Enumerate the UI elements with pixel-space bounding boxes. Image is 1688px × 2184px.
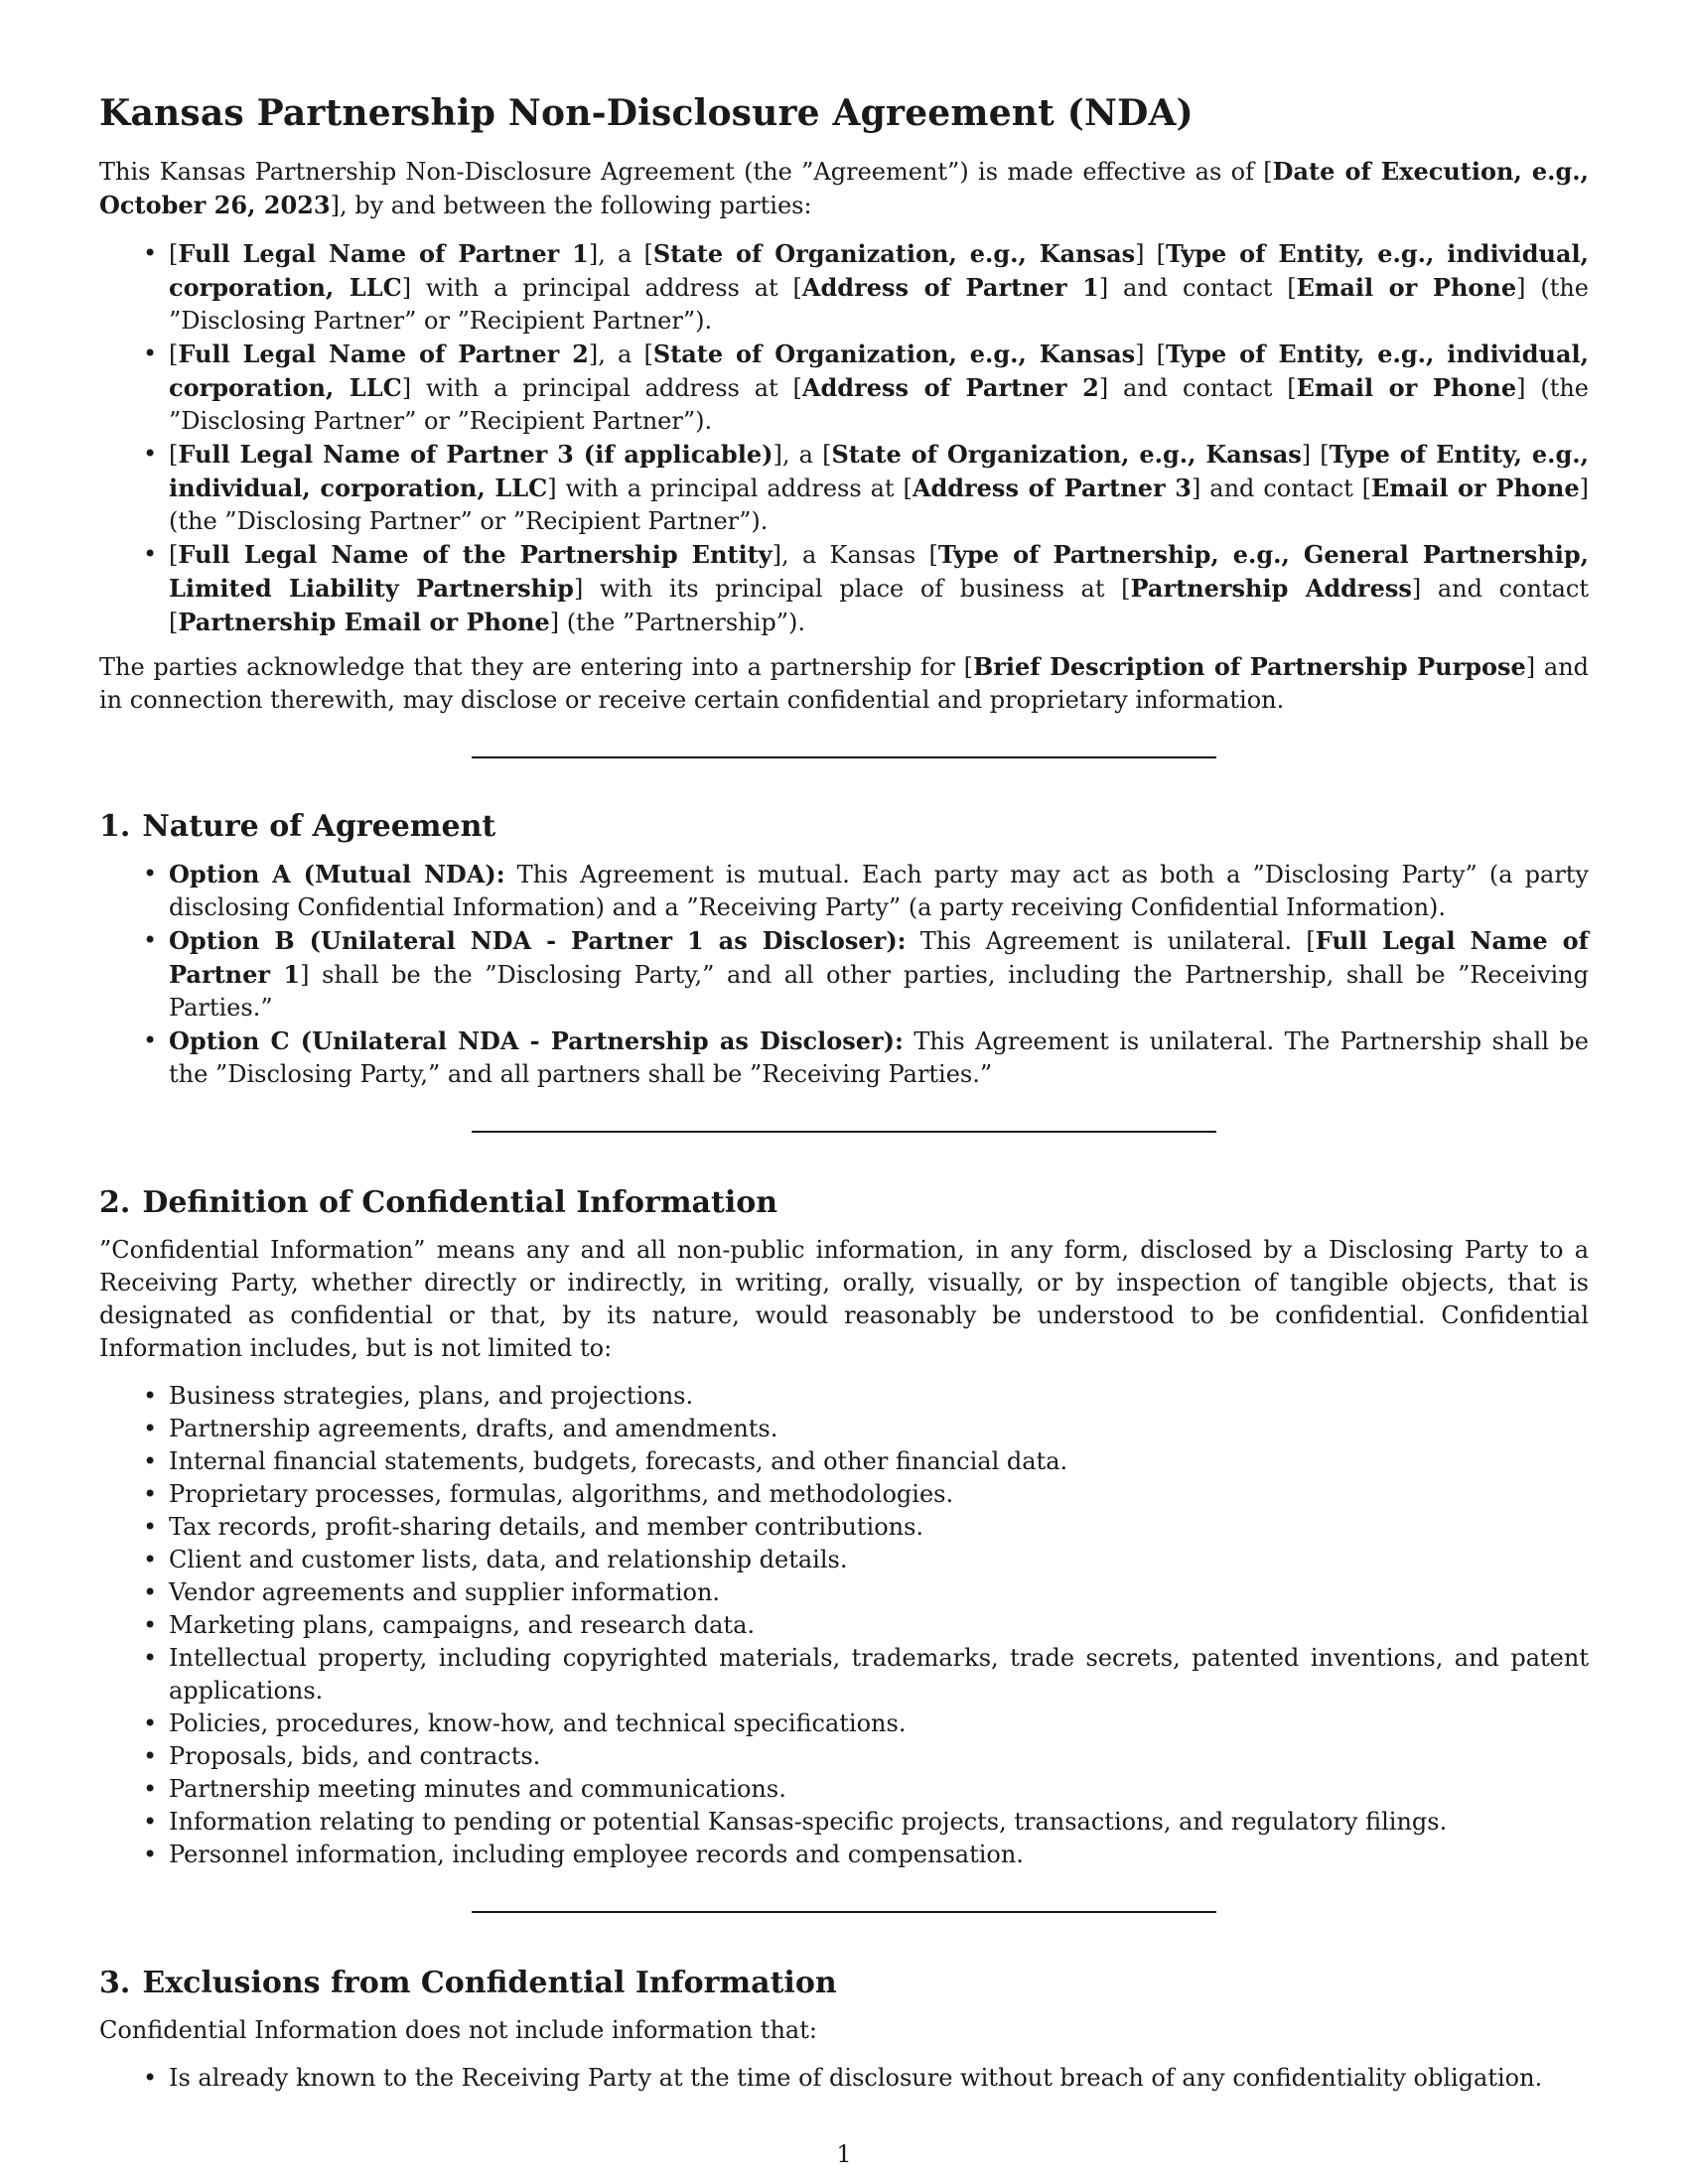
list-item: • Proprietary processes, formulas, algorithms, and methodologies. <box>99 1478 1589 1511</box>
option-label: Option C (Unilateral NDA - Partnership as Discloser): <box>169 1026 904 1055</box>
list-item: • Business strategies, plans, and projections. <box>99 1380 1589 1413</box>
connector: ] and contact [ <box>1098 374 1297 402</box>
party-entity: Type of Entity, e.g., individual, corporation, LLC <box>169 440 1589 502</box>
party-state: State of Organization, e.g., Kansas <box>831 440 1302 469</box>
party-contact: Email or Phone <box>1296 373 1517 402</box>
partnership-item: • [Full Legal Name of the Partnership Entity], a Kansas [Type of Partnership, e.g., General Partnership, Limited Liability Partnership] with its principal place of business at [Partnership Address] and contact [Partnership Email or Phone] (the ”Partnership”). <box>99 538 1589 639</box>
connector: ] with a principal address at [ <box>547 475 913 502</box>
list-item: • Is already known to the Receiving Party at the time of disclosure without breach of any confidentiality obligation. <box>99 2062 1589 2095</box>
list-item: • Information relating to pending or potential Kansas-specific projects, transactions, and regulatory filings. <box>99 1806 1589 1839</box>
option-item <box>99 1024 1589 1091</box>
section-heading <box>99 808 1589 846</box>
list-item: • Policies, procedures, know-how, and technical specifications. <box>99 1707 1589 1740</box>
list-item: • Vendor agreements and supplier information. <box>99 1576 1589 1609</box>
partnership-purpose-placeholder: Brief Description of Partnership Purpose <box>972 652 1526 681</box>
connector: ] and contact [ <box>1191 475 1371 502</box>
option-item <box>99 858 1589 924</box>
option-text: This Agreement is unilateral. [ <box>906 927 1316 955</box>
document-title: Kansas Partnership Non-Disclosure Agreement (NDA) <box>99 92 1194 134</box>
connector: ] <box>1516 374 1541 402</box>
intro-text-end: ], by and between the following parties: <box>330 192 812 219</box>
partnership-type: Type of Partnership, e.g., General Partnership, Limited Liability Partnership <box>169 540 1590 603</box>
party-role: (the ”Disclosing Partner” or ”Recipient Partner”). <box>169 274 1590 335</box>
connector: ], a Kansas [ <box>772 541 938 569</box>
options-list <box>99 858 1589 1091</box>
exclusions-list <box>99 2062 1589 2095</box>
section-number: 3. <box>99 1966 131 2000</box>
ack-text-start: The parties acknowledge that they are entering into a partnership for [ <box>99 653 973 681</box>
section-intro: Confidential Information does not include information that: <box>99 2016 817 2044</box>
acknowledgment-paragraph <box>99 650 1589 717</box>
connector: ] [ <box>1135 240 1167 268</box>
section-divider <box>472 1911 1216 1913</box>
party-name: Full Legal Name of Partner 1 <box>178 239 589 268</box>
connector: ] with its principal place of business at [ <box>573 575 1131 603</box>
confidential-items-list <box>99 1380 1589 1871</box>
connector: ], a [ <box>773 441 832 469</box>
section-definition <box>99 1184 1589 1871</box>
list-item: • Tax records, profit-sharing details, and member contributions. <box>99 1511 1589 1544</box>
party-address: Address of Partner 3 <box>912 474 1192 502</box>
section-divider <box>472 1131 1216 1133</box>
discloser-name-placeholder: Full Legal Name of Partner 1 <box>169 926 1589 989</box>
section-title: Exclusions from Confidential Information <box>142 1966 837 2000</box>
intro-text-start: This Kansas Partnership Non-Disclosure Agreement (the ”Agreement”) is made effective as of [ <box>99 158 1273 186</box>
parties-list <box>99 237 1589 639</box>
party-contact: Email or Phone <box>1371 474 1580 502</box>
party-address: Address of Partner 2 <box>801 373 1099 402</box>
party-item: • [Full Legal Name of Partner 3 (if applicable)], a [State of Organization, e.g., Kansas] [Type of Entity, e.g., individual, corporation, LLC] with a principal address at [Address of Partner 3] and contact [Email or Phone] (the ”Disclosing Partner” or ”Recipient Partner”). <box>99 438 1589 538</box>
option-text: This Agreement is mutual. Each party may act as both a ”Disclosing Party” (a party disclosing Confidential Information) and a ”Receiving Party” (a party receiving Confidential Information). <box>169 861 1589 921</box>
section-exclusions <box>99 1965 1589 2095</box>
party-state: State of Organization, e.g., Kansas <box>652 239 1136 268</box>
party-entity: Type of Entity, e.g., individual, corporation, LLC <box>169 340 1589 402</box>
party-item: • [Full Legal Name of Partner 2], a [State of Organization, e.g., Kansas] [Type of Entity, e.g., individual, corporation, LLC] with a principal address at [Address of Partner 2] and contact [Email or Phone] (the ”Disclosing Partner” or ”Recipient Partner”). <box>99 338 1589 438</box>
intro-paragraph <box>99 155 1589 222</box>
party-role: (the ”Disclosing Partner” or ”Recipient Partner”). <box>169 507 769 535</box>
section-heading <box>99 1184 1589 1222</box>
connector: ] with a principal address at [ <box>401 374 802 402</box>
party-role: (the ”Disclosing Partner” or ”Recipient Partner”). <box>169 374 1590 435</box>
party-name: Full Legal Name of Partner 3 (if applicable) <box>178 440 774 469</box>
partnership-contact: Partnership Email or Phone <box>178 608 550 636</box>
connector: ] and contact [ <box>169 575 1590 636</box>
connector: ] [ <box>1135 341 1167 368</box>
page-number: 1 <box>836 2140 852 2168</box>
list-item: • Proposals, bids, and contracts. <box>99 1740 1589 1773</box>
section-heading <box>99 1965 1589 2002</box>
connector: ] <box>1579 475 1590 502</box>
option-text: ] shall be the ”Disclosing Party,” and all other parties, including the Partnership, shall be ”Receiving Parties.” <box>169 961 1589 1022</box>
list-item: • Client and customer lists, data, and relationship details. <box>99 1544 1589 1576</box>
party-contact: Email or Phone <box>1296 273 1517 302</box>
party-state: State of Organization, e.g., Kansas <box>652 340 1136 368</box>
section-number: 2. <box>99 1185 131 1220</box>
option-label: Option A (Mutual NDA): <box>169 860 505 888</box>
section-title: Definition of Confidential Information <box>142 1185 778 1220</box>
partnership-address: Partnership Address <box>1130 574 1412 603</box>
section-divider <box>472 756 1216 758</box>
section-title: Nature of Agreement <box>142 809 496 844</box>
party-address: Address of Partner 1 <box>801 273 1099 302</box>
list-item: • Marketing plans, campaigns, and research data. <box>99 1609 1589 1642</box>
connector: ] and contact [ <box>1098 274 1297 302</box>
list-item: • Internal financial statements, budgets, forecasts, and other financial data. <box>99 1445 1589 1478</box>
list-item: • Partnership meeting minutes and communications. <box>99 1773 1589 1806</box>
section-intro: ”Confidential Information” means any and all non-public information, in any form, disclosed by a Disclosing Party to a Receiving Party, whether directly or indirectly, in writing, orally, visually, or by inspection of tangible objects, that is designated as confidential or that, by its nature, would reasonably be understood to be confidential. Confidential Information includes, but is not limited to: <box>99 1236 1589 1362</box>
section-number: 1. <box>99 809 131 844</box>
list-item: • Personnel information, including employee records and compensation. <box>99 1839 1589 1871</box>
option-label: Option B (Unilateral NDA - Partner 1 as Discloser): <box>169 926 907 955</box>
party-item: • [Full Legal Name of Partner 1], a [State of Organization, e.g., Kansas] [Type of Entity, e.g., individual, corporation, LLC] with a principal address at [Address of Partner 1] and contact [Email or Phone] (the ”Disclosing Partner” or ”Recipient Partner”). <box>99 237 1589 338</box>
option-text: This Agreement is unilateral. The Partnership shall be the ”Disclosing Party,” and all partners shall be ”Receiving Parties.” <box>169 1027 1590 1088</box>
connector: ], a [ <box>588 240 653 268</box>
effective-date-placeholder: Date of Execution, e.g., October 26, 2023 <box>99 157 1589 219</box>
partnership-name: Full Legal Name of the Partnership Entity <box>178 540 773 569</box>
option-item <box>99 924 1589 1024</box>
partnership-role: ] (the ”Partnership”). <box>549 609 805 636</box>
connector: ], a [ <box>588 341 653 368</box>
connector: ] with a principal address at [ <box>401 274 802 302</box>
list-item: • Partnership agreements, drafts, and amendments. <box>99 1413 1589 1445</box>
list-item: • Intellectual property, including copyrighted materials, trademarks, trade secrets, patented inventions, and patent applications. <box>99 1642 1589 1707</box>
section-nature-of-agreement <box>99 808 1589 1091</box>
party-entity: Type of Entity, e.g., individual, corporation, LLC <box>169 239 1589 302</box>
ack-text-end: ] and in connection therewith, may disclose or receive certain confidential and proprietary information. <box>99 653 1590 714</box>
connector: ] [ <box>1301 441 1330 469</box>
party-name: Full Legal Name of Partner 2 <box>178 340 589 368</box>
connector: ] <box>1516 274 1541 302</box>
